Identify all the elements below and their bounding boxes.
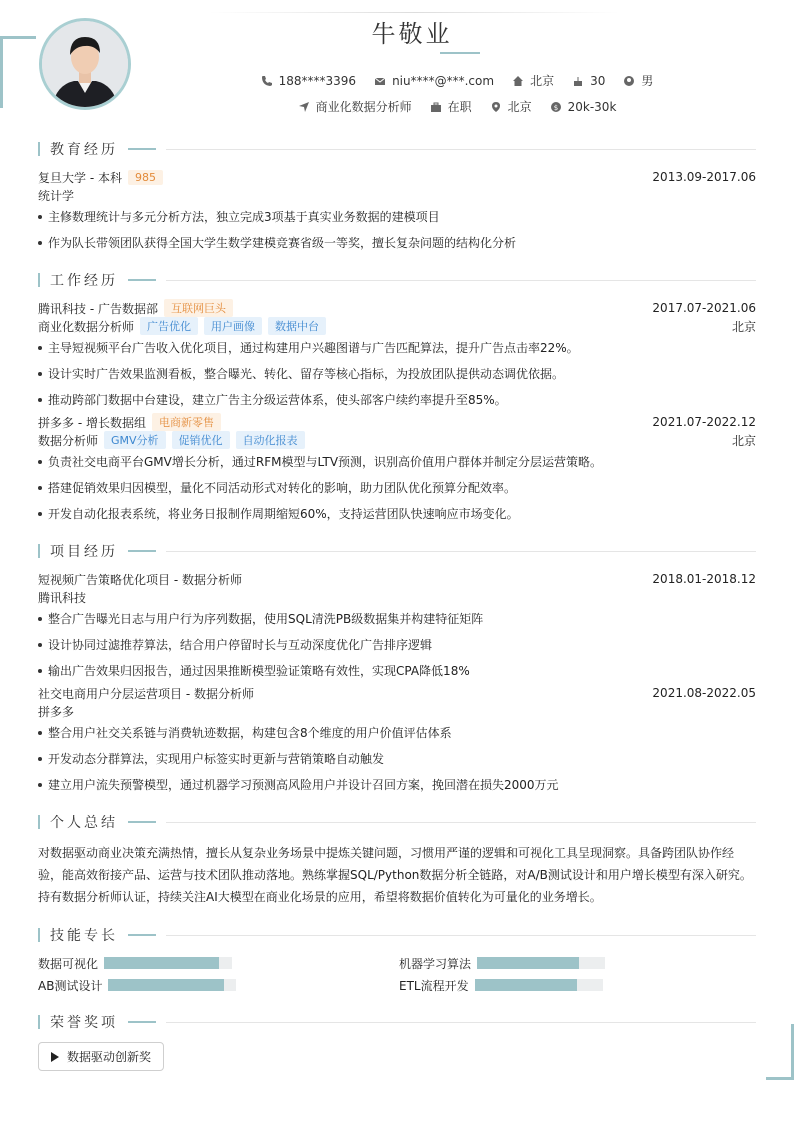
position-text: 商业化数据分析师 (315, 100, 412, 114)
company-tag: 电商新零售 (152, 413, 221, 431)
list-item: 搭建促销效果归因模型，量化不同活动形式对转化的影响，助力团队优化预算分配效率。 (38, 475, 756, 501)
list-item: 开发自动化报表系统，将业务日报制作周期缩短60%，支持运营团队快速响应市场变化。 (38, 501, 756, 527)
major: 统计学 (38, 188, 75, 203)
location-text: 北京 (530, 74, 555, 88)
job-role: 商业化数据分析师 (38, 319, 135, 334)
section-header (38, 1012, 756, 1032)
email-item (374, 72, 494, 89)
mail-icon (374, 75, 386, 87)
education-bullets (38, 204, 756, 256)
school-name: 复旦大学 - 本科 (38, 170, 122, 185)
list-item: 开发动态分群算法，实现用户标签实时更新与营销策略自动触发 (38, 746, 756, 772)
section-header (38, 139, 756, 159)
skill-bar (104, 957, 232, 969)
education-section (38, 139, 756, 256)
skill-bar (475, 979, 603, 991)
summary-section (38, 812, 756, 908)
salary-item (550, 98, 617, 115)
city-item (490, 98, 532, 115)
corner-decoration-bottom-right (766, 1024, 794, 1080)
email-text: niu****@***.com (392, 73, 495, 88)
city-text: 北京 (507, 100, 532, 114)
age-text: 30 (590, 73, 606, 88)
list-item: 建立用户流失预警模型，通过机器学习预测高风险用户并设计召回方案，挽回潜在损失2000万元 (38, 772, 756, 798)
education-entry-header (38, 168, 756, 186)
company-tag: 互联网巨头 (164, 299, 233, 317)
location-item (512, 72, 554, 89)
project-entry (38, 570, 756, 684)
company-name: 拼多多 - 增长数据组 (38, 415, 146, 430)
skill-bar-fill (108, 979, 223, 991)
section-header (38, 812, 756, 832)
skill-tag: 数据中台 (268, 317, 326, 335)
skill-name: ETL流程开发 (399, 978, 469, 993)
skill-tag: GMV分析 (104, 431, 166, 449)
section-title: 项目经历 (50, 544, 118, 560)
status-item (430, 98, 472, 115)
send-icon (298, 101, 310, 113)
money-icon (550, 101, 562, 113)
project-date: 2018.01-2018.12 (652, 572, 756, 586)
briefcase-icon (430, 101, 442, 113)
candidate-name: 牛敬业 (371, 20, 453, 48)
section-header (38, 925, 756, 945)
age-item (572, 72, 605, 89)
contact-row (0, 72, 794, 89)
list-item: 整合广告曝光日志与用户行为序列数据，使用SQL清洗PB级数据集并构建特征矩阵 (38, 606, 756, 632)
education-date: 2013.09-2017.06 (652, 170, 756, 184)
phone-item (261, 72, 356, 89)
location-pin-icon (490, 101, 502, 113)
job-city: 北京 (731, 319, 756, 334)
skill-tag: 自动化报表 (236, 431, 305, 449)
skill-name: AB测试设计 (38, 978, 103, 993)
school-tag: 985 (128, 170, 163, 185)
gender-item (623, 72, 653, 89)
user-icon (623, 75, 635, 87)
job-intent-row (0, 98, 794, 115)
list-item: 推动跨部门数据中台建设，建立广告主分级运营体系，使头部客户续约率提升至85%。 (38, 387, 756, 413)
section-title: 教育经历 (50, 142, 118, 158)
award-badge (38, 1042, 164, 1071)
position-item (298, 98, 412, 115)
job-date: 2017.07-2021.06 (652, 301, 756, 315)
skill-tag: 促销优化 (172, 431, 230, 449)
skill-name: 数据可视化 (38, 956, 99, 971)
list-item: 输出广告效果归因报告，通过因果推断模型验证策略有效性，实现CPA降低18% (38, 658, 756, 684)
skill-bar-fill (104, 957, 219, 969)
skill-tag: 用户画像 (204, 317, 262, 335)
home-icon (512, 75, 524, 87)
list-item: 设计协同过滤推荐算法，结合用户停留时长与互动深度优化广告排序逻辑 (38, 632, 756, 658)
project-org: 腾讯科技 (38, 590, 87, 605)
cake-icon (572, 75, 584, 87)
project-date: 2021.08-2022.05 (652, 686, 756, 700)
skill-bar (108, 979, 236, 991)
phone-text: 188****3396 (278, 73, 357, 88)
top-divider (210, 12, 620, 13)
job-role: 数据分析师 (38, 433, 99, 448)
skills-section (38, 925, 756, 993)
project-org: 拼多多 (38, 704, 75, 719)
skill-name: 机器学习算法 (399, 956, 472, 971)
job-date: 2021.07-2022.12 (652, 415, 756, 429)
skill-item (38, 977, 399, 993)
summary-text: 对数据驱动商业决策充满热情，擅长从复杂业务场景中提炼关键问题，习惯用严谨的逻辑和可视化工具呈现洞察。具备跨团队协作经验，能高效衔接产品、运营与技术团队推动落地。熟练掌握SQL/Python数据分析全链路，对A/B测试设计和用户增长模型有深入研究。持有数据分析师认证，持续关注AI大模型在商业化场景的应用，希望将数据价值转化为可量化的业务增长。 (38, 846, 752, 904)
gender-text: 男 (641, 74, 654, 88)
skill-item (399, 955, 756, 971)
skill-tag: 广告优化 (140, 317, 198, 335)
list-item: 整合用户社交关系链与消费轨迹数据，构建包含8个维度的用户价值评估体系 (38, 720, 756, 746)
status-text: 在职 (447, 100, 472, 114)
list-item: 负责社交电商平台GMV增长分析，通过RFM模型与LTV预测，识别高价值用户群体并制定分层运营策略。 (38, 449, 756, 475)
skill-item (399, 977, 756, 993)
section-header (38, 270, 756, 290)
awards-section (38, 1012, 756, 1071)
skill-bar-fill (477, 957, 579, 969)
project-name: 短视频广告策略优化项目 - 数据分析师 (38, 572, 242, 587)
work-section (38, 270, 756, 527)
list-item: 主修数理统计与多元分析方法，独立完成3项基于真实业务数据的建模项目 (38, 204, 756, 230)
section-title: 技能专长 (50, 928, 118, 944)
project-name: 社交电商用户分层运营项目 - 数据分析师 (38, 686, 254, 701)
award-name: 数据驱动创新奖 (67, 1050, 152, 1064)
section-title: 工作经历 (50, 273, 118, 289)
list-item: 主导短视频平台广告收入优化项目，通过构建用户兴趣图谱与广告匹配算法，提升广告点击率22%。 (38, 335, 756, 361)
svg-text:$: $ (553, 103, 558, 112)
section-title: 荣誉奖项 (50, 1015, 118, 1031)
list-item: 设计实时广告效果监测看板，整合曝光、转化、留存等核心指标，为投放团队提供动态调优依据。 (38, 361, 756, 387)
job-entry (38, 299, 756, 413)
list-item: 作为队长带领团队获得全国大学生数学建模竞赛省级一等奖，擅长复杂问题的结构化分析 (38, 230, 756, 256)
job-entry (38, 413, 756, 527)
play-triangle-icon (51, 1052, 59, 1062)
skill-bar-fill (475, 979, 577, 991)
skill-item (38, 955, 399, 971)
job-city: 北京 (731, 433, 756, 448)
project-entry (38, 684, 756, 798)
phone-icon (261, 75, 273, 87)
section-title: 个人总结 (50, 815, 118, 831)
salary-text: 20k-30k (567, 99, 617, 114)
projects-section (38, 541, 756, 798)
name-underline (440, 52, 480, 54)
skills-grid (38, 955, 756, 993)
section-header (38, 541, 756, 561)
company-name: 腾讯科技 - 广告数据部 (38, 301, 158, 316)
skill-bar (477, 957, 605, 969)
